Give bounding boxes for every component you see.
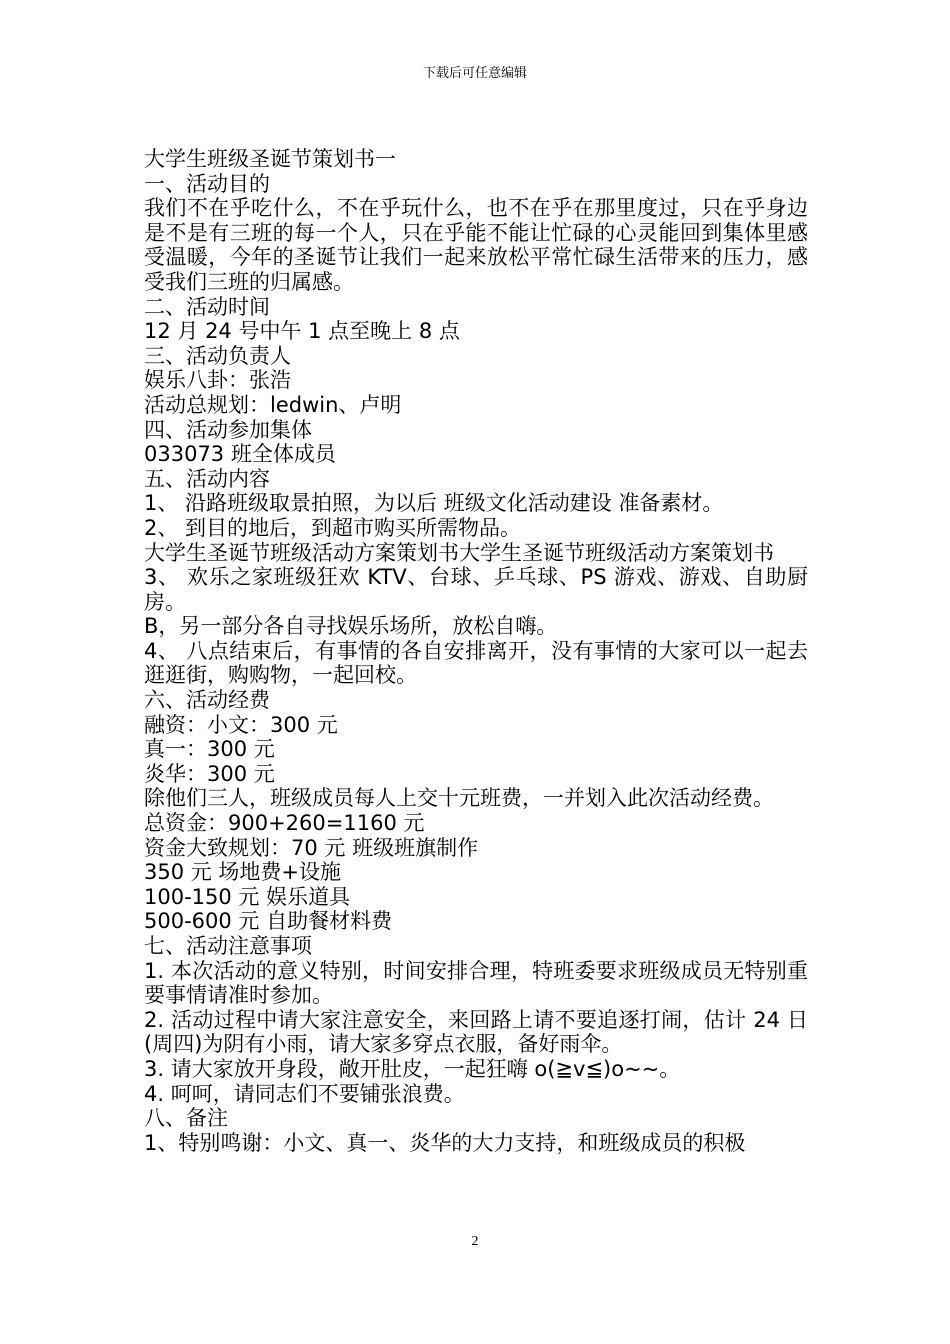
line-text: 资金大致规划：70 元 班级班旗制作 xyxy=(144,835,479,860)
line-text: 融资：小文：300 元 xyxy=(144,712,338,737)
line-text: 活动总规划：ledwin、卢明 xyxy=(144,392,402,417)
line-text: 真一：300 元 xyxy=(144,737,275,762)
line-text: 12 月 24 号中午 1 点至晚上 8 点 xyxy=(144,319,460,344)
line-section-6: 六、活动经费 xyxy=(144,688,270,713)
line-section-3: 三、活动负责人 xyxy=(144,343,291,368)
line-text: 3. 请大家放开身段，敞开肚皮，一起狂嗨 o(≧v≦)o~~。 xyxy=(144,1056,681,1081)
line-paragraph: 1. 本次活动的意义特别，时间安排合理，特班委要求班级成员无特别重要事情请准时参加。 xyxy=(144,958,808,1008)
line-paragraph: 4、 八点结束后，有事情的各自安排离开，没有事情的大家可以一起去逛逛街，购购物，一起回校。 xyxy=(144,638,808,688)
page-number: 2 xyxy=(471,1234,479,1249)
line-text: 500-600 元 自助餐材料费 xyxy=(144,909,393,934)
line-paragraph: 大学生圣诞节班级活动方案策划书大学生圣诞节班级活动方案策划书 xyxy=(144,540,774,565)
line-text: 总资金：900+260=1160 元 xyxy=(144,811,425,836)
line-text: 娱乐八卦：张浩 xyxy=(144,368,291,393)
line-text: 4. 呵呵，请同志们不要铺张浪费。 xyxy=(144,1081,465,1106)
line-text: B，另一部分各自寻找娱乐场所，放松自嗨。 xyxy=(144,614,558,639)
line-paragraph: 除他们三人，班级成员每人上交十元班费，一并划入此次活动经费。 xyxy=(144,786,774,811)
line-section-7: 七、活动注意事项 xyxy=(144,934,312,958)
document-body xyxy=(144,147,808,1155)
line-section-2: 二、活动时间 xyxy=(144,294,270,319)
line-section-4: 四、活动参加集体 xyxy=(144,417,312,442)
line-text: 100-150 元 娱乐道具 xyxy=(144,884,351,909)
line-paragraph: 2. 活动过程中请大家注意安全，来回路上请不要追逐打闹，估计 24 日(周四)为阴有小雨，请大家多穿点衣服，备好雨伞。 xyxy=(144,1007,808,1057)
line-text: 033073 班全体成员 xyxy=(144,442,336,467)
line-paragraph: 我们不在乎吃什么，不在乎玩什么，也不在乎在那里度过，只在乎身边是不是有三班的每一个人，只在乎能不能让忙碌的心灵能回到集体里感受温暖，今年的圣诞节让我们一起来放松平常忙碌生活带来的压力，感受我们三班的归属感。 xyxy=(144,196,808,294)
line-section-1: 一、活动目的 xyxy=(144,171,270,196)
line-text: 1、 沿路班级取景拍照，为以后 班级文化活动建设 准备素材。 xyxy=(144,491,724,516)
line-section-5: 五、活动内容 xyxy=(144,466,270,491)
line-section-8: 八、备注 xyxy=(144,1106,228,1131)
line-text: 炎华：300 元 xyxy=(144,761,275,786)
line-title: 大学生班级圣诞节策划书一 xyxy=(144,147,396,171)
line-text: 1、特别鸣谢：小文、真一、炎华的大力支持，和班级成员的积极 xyxy=(144,1130,746,1155)
line-text: 2、 到目的地后，到超市购买所需物品。 xyxy=(144,515,522,540)
line-paragraph: 3、 欢乐之家班级狂欢 KTV、台球、乒乓球、PS 游戏、游戏、自助厨房。 xyxy=(144,565,808,614)
page-header: 下载后可任意编辑 xyxy=(422,66,527,81)
line-text: 350 元 场地费+设施 xyxy=(144,860,342,885)
